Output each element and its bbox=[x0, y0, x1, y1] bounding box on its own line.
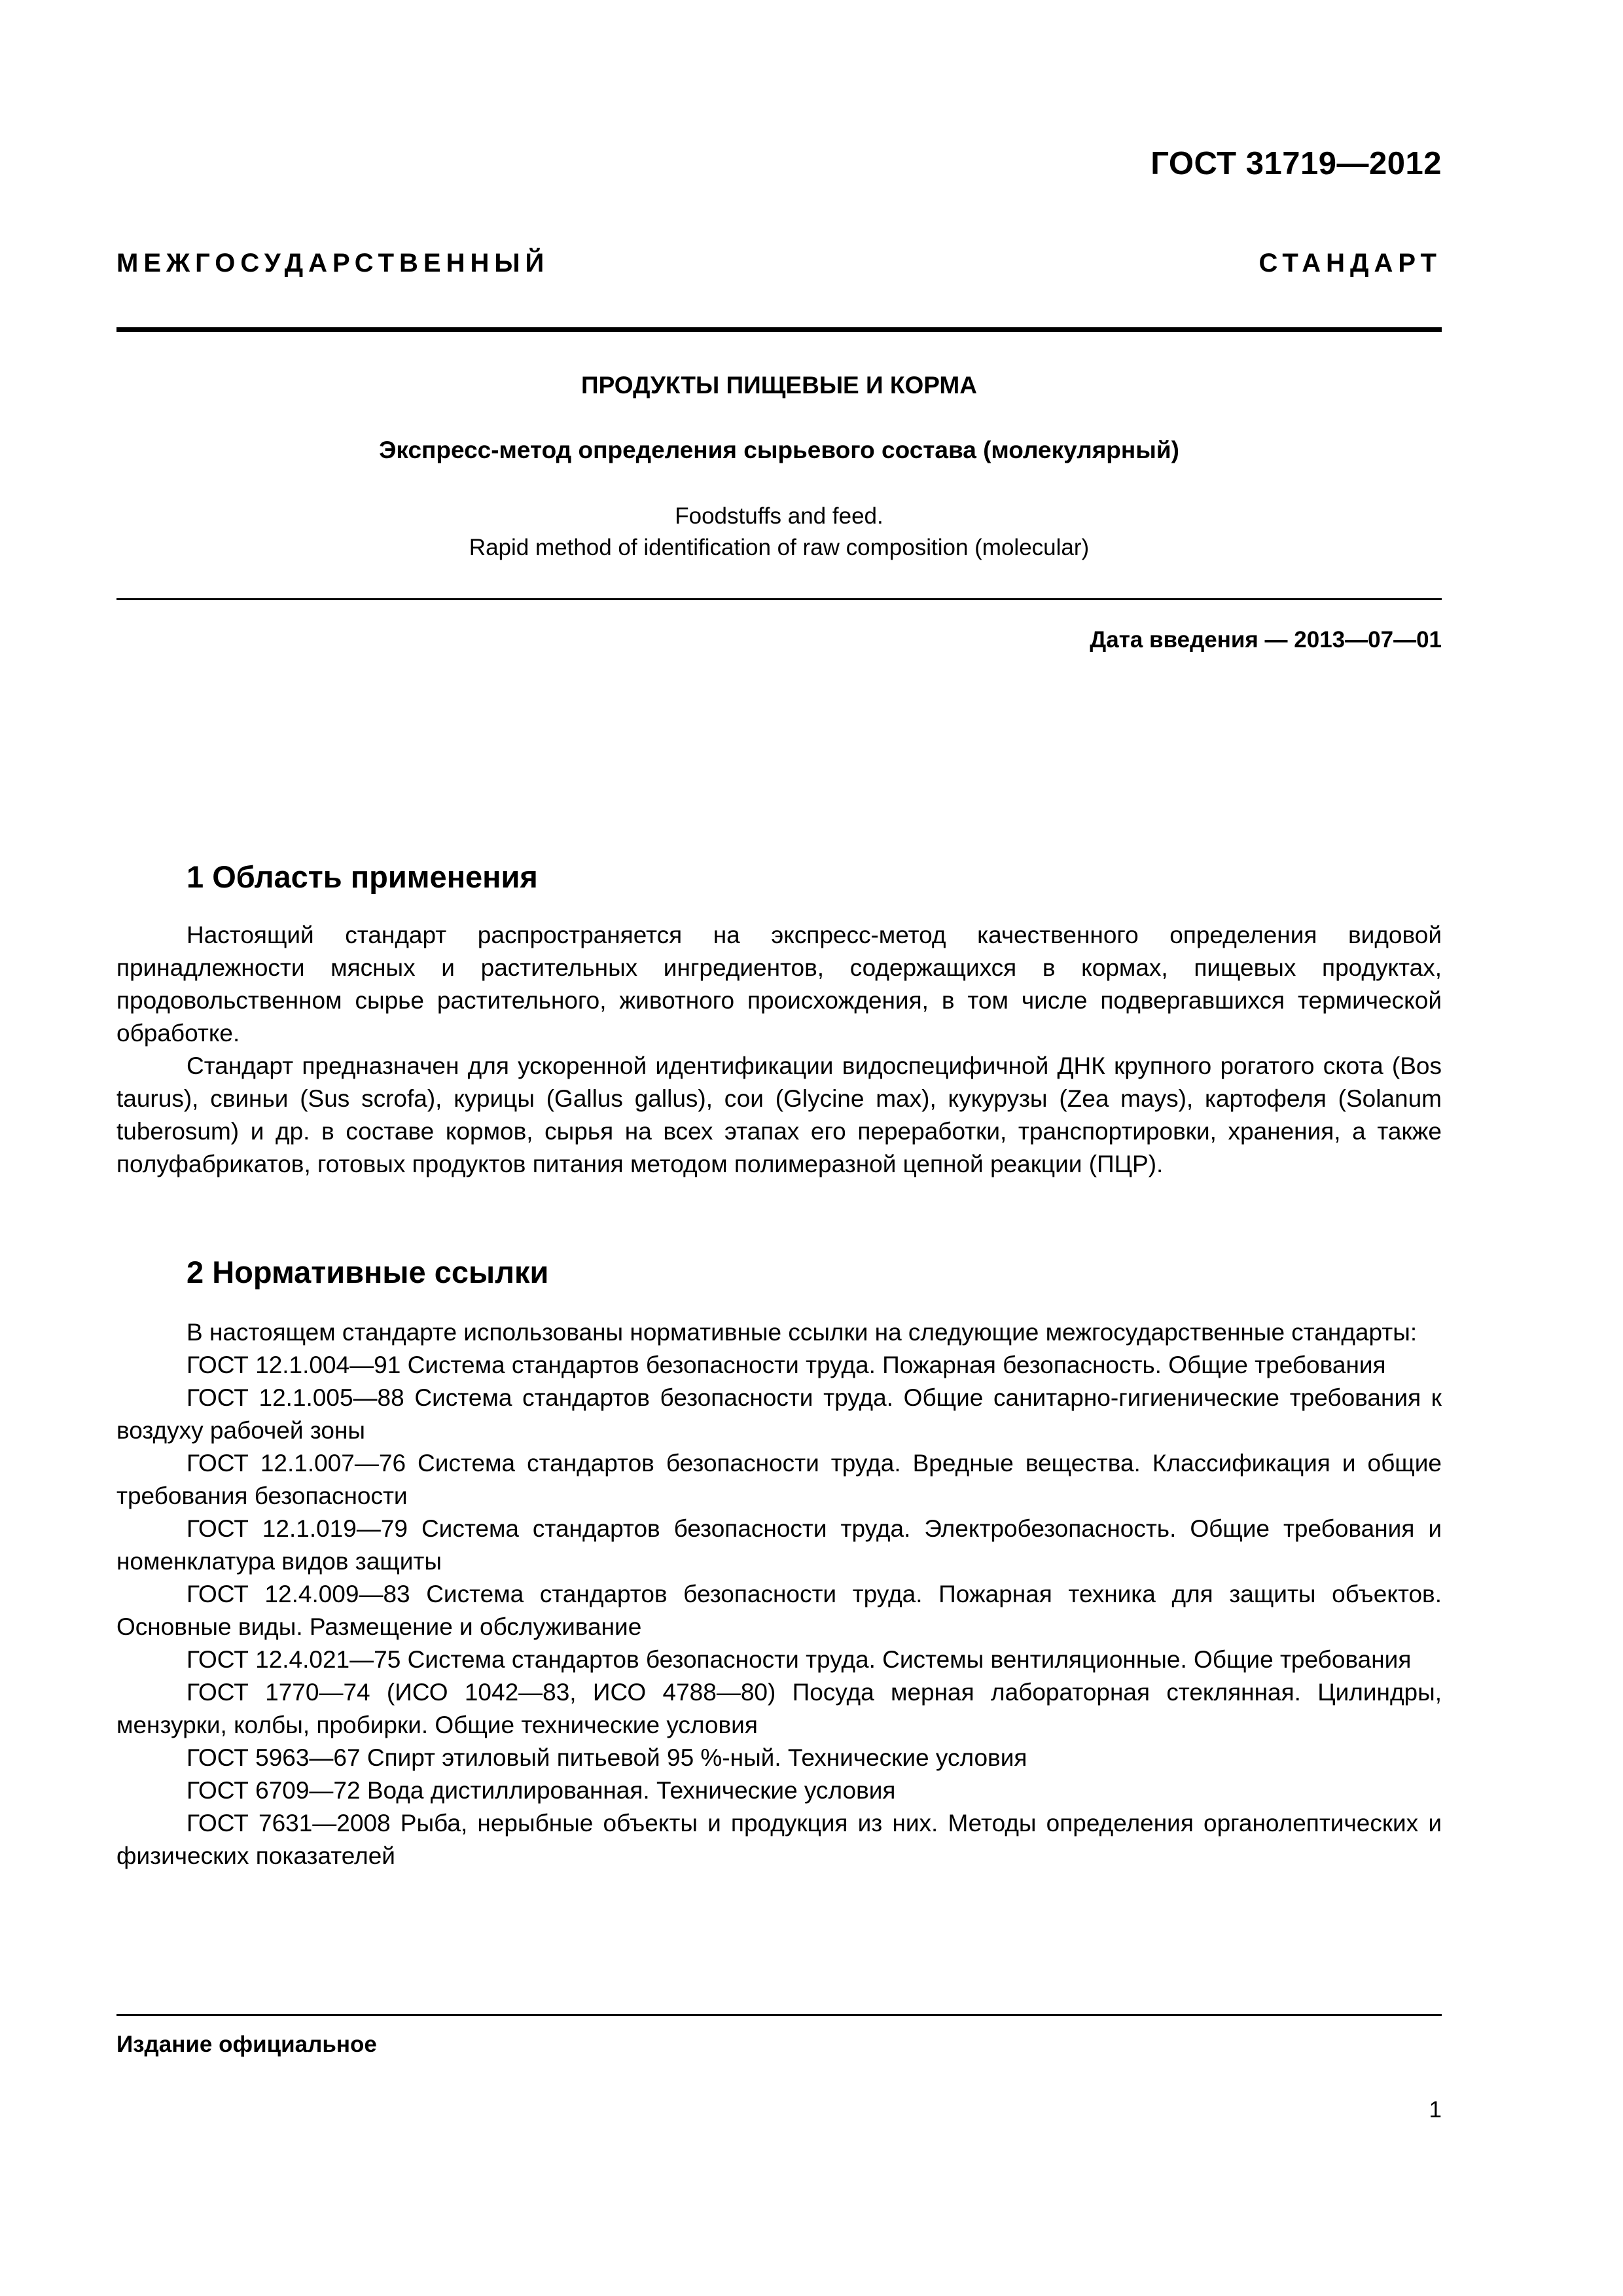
page-number: 1 bbox=[1429, 2097, 1442, 2123]
section-1-heading: 1 Область применения bbox=[187, 859, 538, 894]
title-divider bbox=[116, 598, 1442, 600]
document-title: ПРОДУКТЫ ПИЩЕВЫЕ И КОРМА bbox=[581, 372, 977, 399]
reference-item: ГОСТ 12.1.005—88 Система стандартов безопасности труда. Общие санитарно-гигиенические требования к воздуху рабочей зоны bbox=[116, 1384, 1442, 1444]
edition-label: Издание официальное bbox=[116, 2032, 377, 2057]
introduction-date: Дата введения — 2013—07—01 bbox=[1090, 627, 1442, 653]
reference-item: ГОСТ 5963—67 Спирт этиловый питьевой 95 %-ный. Технические условия bbox=[187, 1744, 1027, 1771]
section-1-body bbox=[116, 919, 1442, 1181]
section-1-paragraph: Настоящий стандарт распространяется на экспресс-метод качественного определения видовой принадлежности мясных и растительных ингредиентов, содержащихся в кормах, пищевых продуктах, продовольственном сырье растительного, животного происхождения, в том числе подвергавшихся термической обработке. bbox=[116, 922, 1442, 1047]
english-title-line-1: Foodstuffs and feed. bbox=[675, 503, 883, 529]
reference-item: ГОСТ 12.1.019—79 Система стандартов безопасности труда. Электробезопасность. Общие требования и номенклатура видов защиты bbox=[116, 1515, 1442, 1575]
english-title bbox=[116, 501, 1442, 564]
section-2-heading: 2 Нормативные ссылки bbox=[187, 1255, 549, 1289]
reference-item: ГОСТ 12.4.009—83 Система стандартов безопасности труда. Пожарная техника для защиты объектов. Основные виды. Размещение и обслуживание bbox=[116, 1581, 1442, 1640]
reference-item: ГОСТ 12.4.021—75 Система стандартов безопасности труда. Системы вентиляционные. Общие требования bbox=[187, 1646, 1412, 1673]
section-1-paragraph: Стандарт предназначен для ускоренной идентификации видоспецифичной ДНК крупного рогатого скота (Bos taurus), свиньи (Sus scrofa), курицы (Gallus gallus), сои (Glycine max), кукурузы (Zea mays), картофеля (Solanum tuberosum) и др. в составе кормов, сырья на всех этапах его переработки, транспортировки, хранения, а также полуфабрикатов, готовых продуктов питания методом полимеразной цепной реакции (ПЦР). bbox=[116, 1052, 1442, 1177]
standard-kind-heading: МЕЖГОСУДАРСТВЕННЫЙ СТАНДАРТ bbox=[116, 249, 1442, 278]
document-subtitle: Экспресс-метод определения сырьевого состава (молекулярный) bbox=[379, 437, 1179, 463]
header-divider bbox=[116, 327, 1442, 332]
footer-divider bbox=[116, 2014, 1442, 2016]
section-2-intro: В настоящем стандарте использованы нормативные ссылки на следующие межгосударственные стандарты: bbox=[187, 1319, 1418, 1346]
reference-item: ГОСТ 1770—74 (ИСО 1042—83, ИСО 4788—80) Посуда мерная лабораторная стеклянная. Цилиндры, мензурки, колбы, пробирки. Общие технические условия bbox=[116, 1679, 1442, 1738]
reference-item: ГОСТ 12.1.007—76 Система стандартов безопасности труда. Вредные вещества. Классификация и общие требования безопасности bbox=[116, 1450, 1442, 1509]
document-number: ГОСТ 31719—2012 bbox=[1150, 146, 1442, 181]
english-title-line-2: Rapid method of identification of raw composition (molecular) bbox=[469, 535, 1090, 560]
section-2-body bbox=[116, 1316, 1442, 1873]
reference-item: ГОСТ 7631—2008 Рыба, нерыбные объекты и продукция из них. Методы определения органолептических и физических показателей bbox=[116, 1810, 1442, 1869]
reference-item: ГОСТ 12.1.004—91 Система стандартов безопасности труда. Пожарная безопасность. Общие требования bbox=[187, 1352, 1386, 1378]
reference-item: ГОСТ 6709—72 Вода дистиллированная. Технические условия bbox=[187, 1777, 896, 1804]
